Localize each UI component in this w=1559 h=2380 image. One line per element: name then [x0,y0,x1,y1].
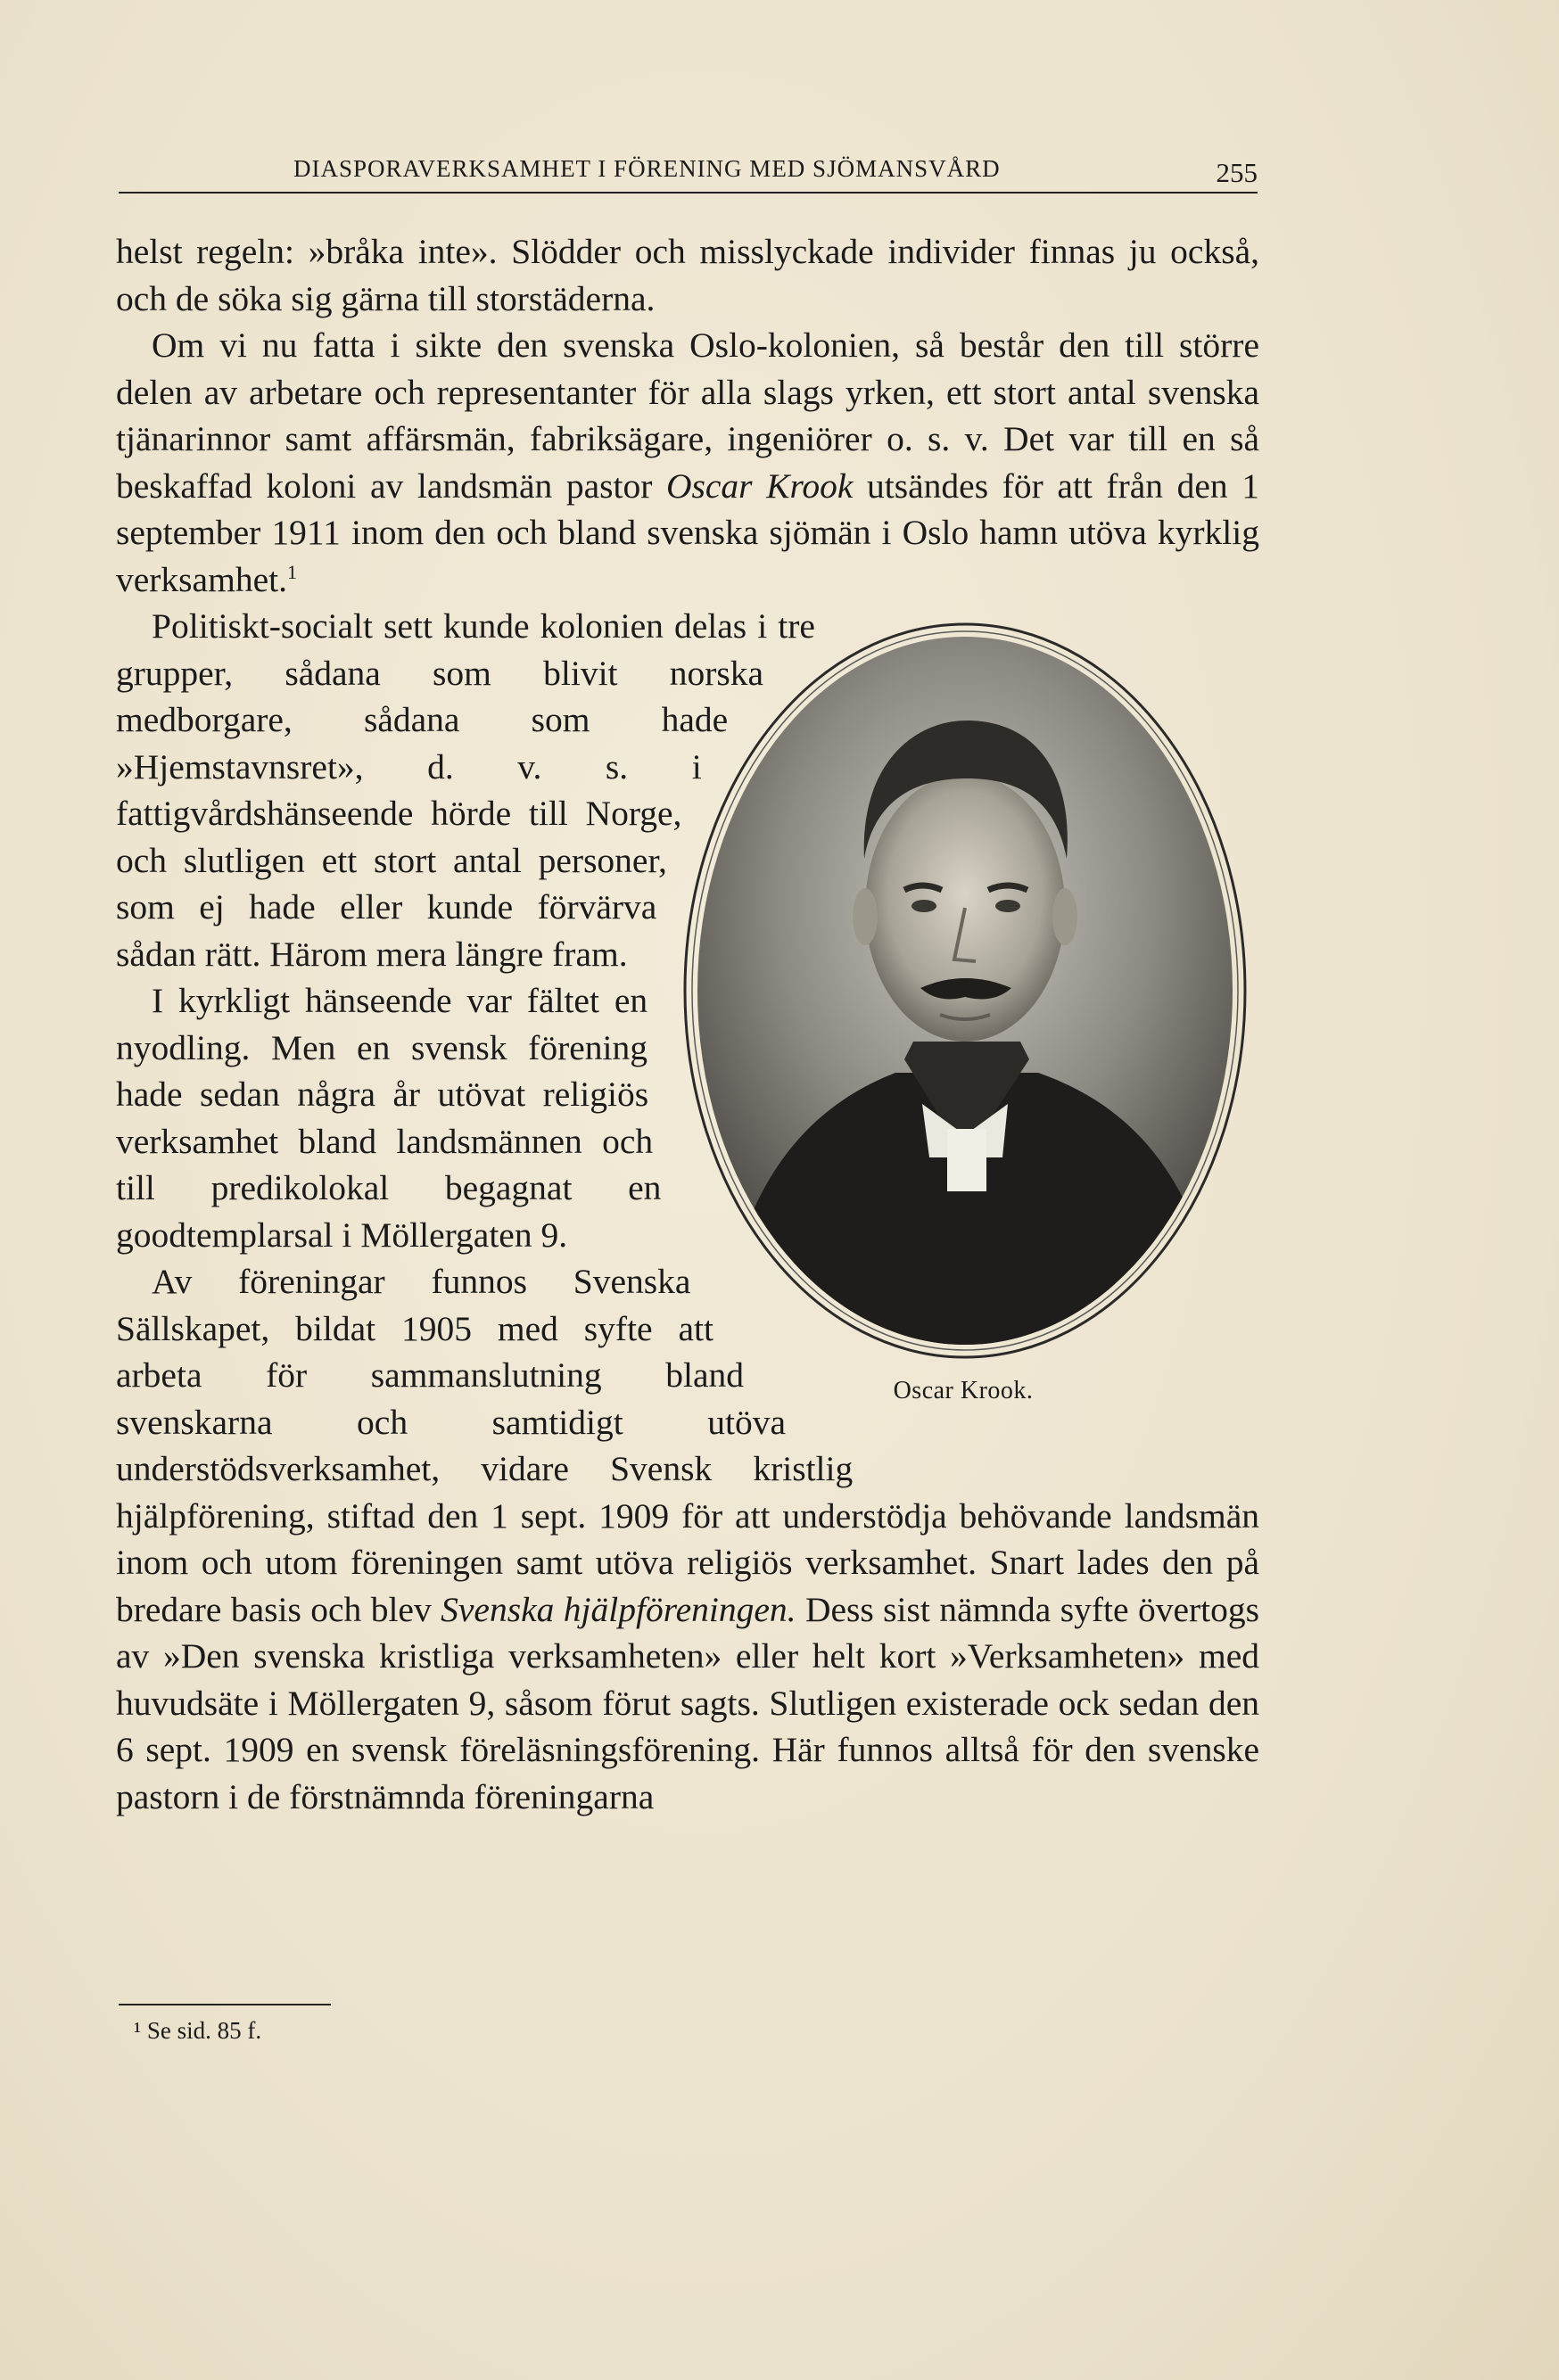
paragraph-5: Av föreningar funnos Svenska Sällskapet, bildat 1905 med syfte att arbeta för sammanslutning bland svenskarna och samtidigt utöva understödsverksamhet, vidare Svensk kristlig hjälpförening, stiftad den 1 sept. 1909 för att understödja behövande landsmän inom och utom föreningen samt utöva religiös verksamhet. Snart lades den på bredare basis och blev Svenska hjälpföreningen. Dess sist nämnda syfte övertogs av »Den svenska kristliga verksamheten» eller helt kort »Verksamheten» med huvudsäte i Möllergaten 9, såsom förut sagts. Slutligen existerade ock sedan den 6 sept. 1909 en svensk föreläsningsförening. Här funnos alltså för den svenske pastorn i de förstnämnda föreningarna [116,1262,1259,1816]
portrait-caption: Oscar Krook. [893,1377,1034,1404]
paragraph-2: Om vi nu fatta i sikte den svenska Oslo-kolonien, så består den till större delen av arbetare och representanter för alla slags yrken, ett stort antal svenska tjänarinnor samt affärsmän, fabriksägare, ingeniörer o. s. v. Det var till en så beskaffad koloni av landsmän pastor Oscar Krook utsändes för att från den 1 september 1911 inom den och bland svenska sjömän i Oslo hamn utöva kyrklig verksamhet.$^1$ [116,325,1259,599]
running-head-title: DIASPORAVERKSAMHET I FÖRENING MED SJÖMANSVÅRD [293,155,1001,182]
oval-portrait [681,622,1249,1359]
paragraph-1: helst regeln: »bråka inte». Slödder och misslyckade individer finnas ju också, och de söka sig gärna till storstäderna. [116,232,1259,318]
paragraph-4: I kyrkligt hänseende var fältet en nyodling. Men en svensk förening hade sedan några år utövat religiös verksamhet bland landsmännen och till predikolokal begagnat en goodtemplarsal i Möllergaten 9. [116,981,662,1255]
running-header [119,150,1258,194]
footnote-rule [119,2004,331,2005]
page-number: 255 [1216,157,1258,188]
paragraph-3: Politiskt-socialt sett kunde kolonien delas i tre grupper, sådana som blivit norska medborgare, sådana som hade »Hjemstavnsret», d. v. s. i fattigvårdshänseende hörde till Norge, och slutligen ett stort antal personer, som ej hade eller kunde förvärva sådan rätt. Härom mera längre fram. [116,606,815,974]
body-text [116,228,1259,1820]
header-rule [119,192,1258,194]
portrait-figure [667,603,1259,1470]
footnote-marker: 1 [286,560,297,583]
footnote: ¹ Se sid. 85 f. [134,2017,262,2044]
organization-name: Svenska hjälpföreningen. [441,1589,796,1629]
person-name-oscar-krook: Oscar Krook [665,465,854,506]
